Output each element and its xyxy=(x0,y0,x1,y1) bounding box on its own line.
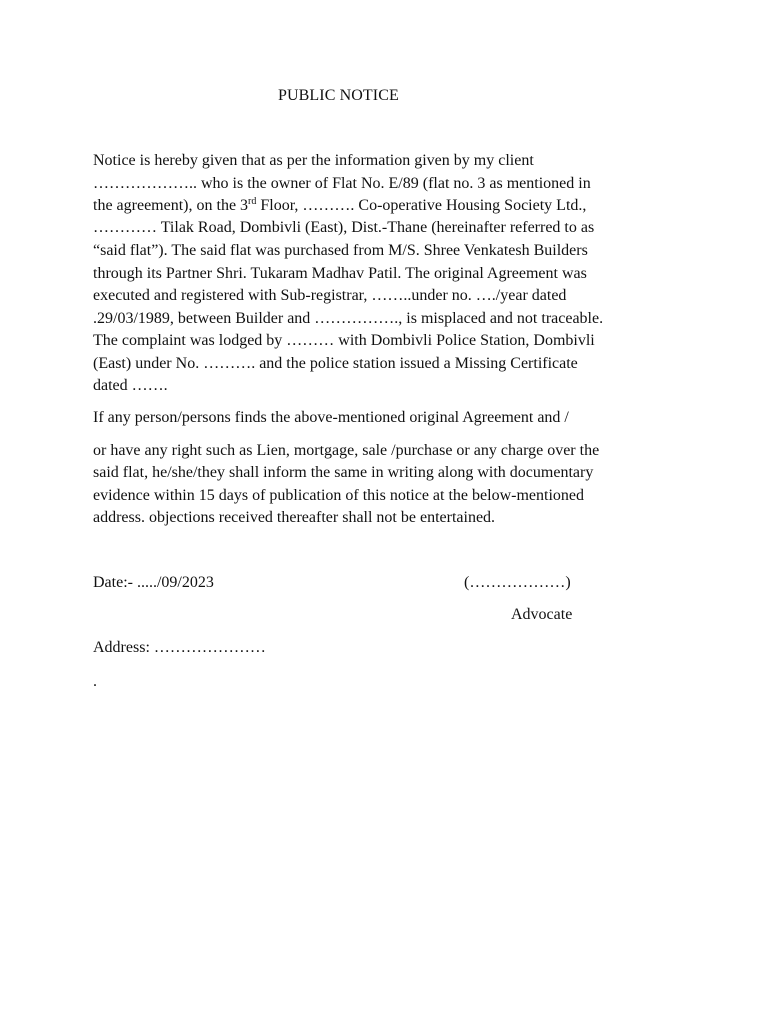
paragraph1-line8: .29/03/1989, between Builder and ……………., is misplaced and not traceable. xyxy=(93,310,604,327)
paragraph3-line4: address. objections received thereafter shall not be entertained. xyxy=(93,509,496,526)
paragraph1-line10: (East) under No. ………. and the police station issued a Missing Certificate xyxy=(93,355,578,372)
paragraph3-line1: or have any right such as Lien, mortgage, sale /purchase or any charge over the xyxy=(93,442,600,459)
signature-placeholder: (………………) xyxy=(464,574,571,591)
paragraph1-line6: through its Partner Shri. Tukaram Madhav Patil. The original Agreement was xyxy=(93,265,587,282)
trailing-dot: . xyxy=(93,673,97,690)
paragraph3-line2: said flat, he/she/they shall inform the same in writing along with documentary xyxy=(93,464,594,481)
paragraph2-line1: If any person/persons finds the above-mentioned original Agreement and / xyxy=(93,409,569,426)
paragraph1-line4: ………… Tilak Road, Dombivli (East), Dist.-Thane (hereinafter referred to as xyxy=(93,219,595,236)
paragraph1-line5: “said flat”). The said flat was purchased from M/S. Shree Venkatesh Builders xyxy=(93,242,588,259)
paragraph1-line3-post: Floor, ………. Co-operative Housing Society Ltd., xyxy=(256,197,587,214)
paragraph1-line3-pre: the agreement), on the 3 xyxy=(93,197,249,214)
notice-date: Date:- ...../09/2023 xyxy=(93,574,214,591)
paragraph3-line3: evidence within 15 days of publication of this notice at the below-mentioned xyxy=(93,487,584,504)
paragraph1-line9: The complaint was lodged by ……… with Dombivli Police Station, Dombivli xyxy=(93,332,595,349)
address-line: Address: ………………… xyxy=(93,639,266,656)
paragraph1-line1: Notice is hereby given that as per the information given by my client xyxy=(93,152,534,169)
paragraph1-line11: dated ……. xyxy=(93,377,168,394)
page-title: PUBLIC NOTICE xyxy=(278,87,399,104)
advocate-designation: Advocate xyxy=(511,606,573,623)
paragraph1-line7: executed and registered with Sub-registrar, ……..under no. …./year dated xyxy=(93,287,567,304)
paragraph1-line3 xyxy=(93,197,586,215)
paragraph1-line2: ……………….. who is the owner of Flat No. E/89 (flat no. 3 as mentioned in xyxy=(93,175,591,192)
ordinal-superscript: rd xyxy=(248,196,257,207)
